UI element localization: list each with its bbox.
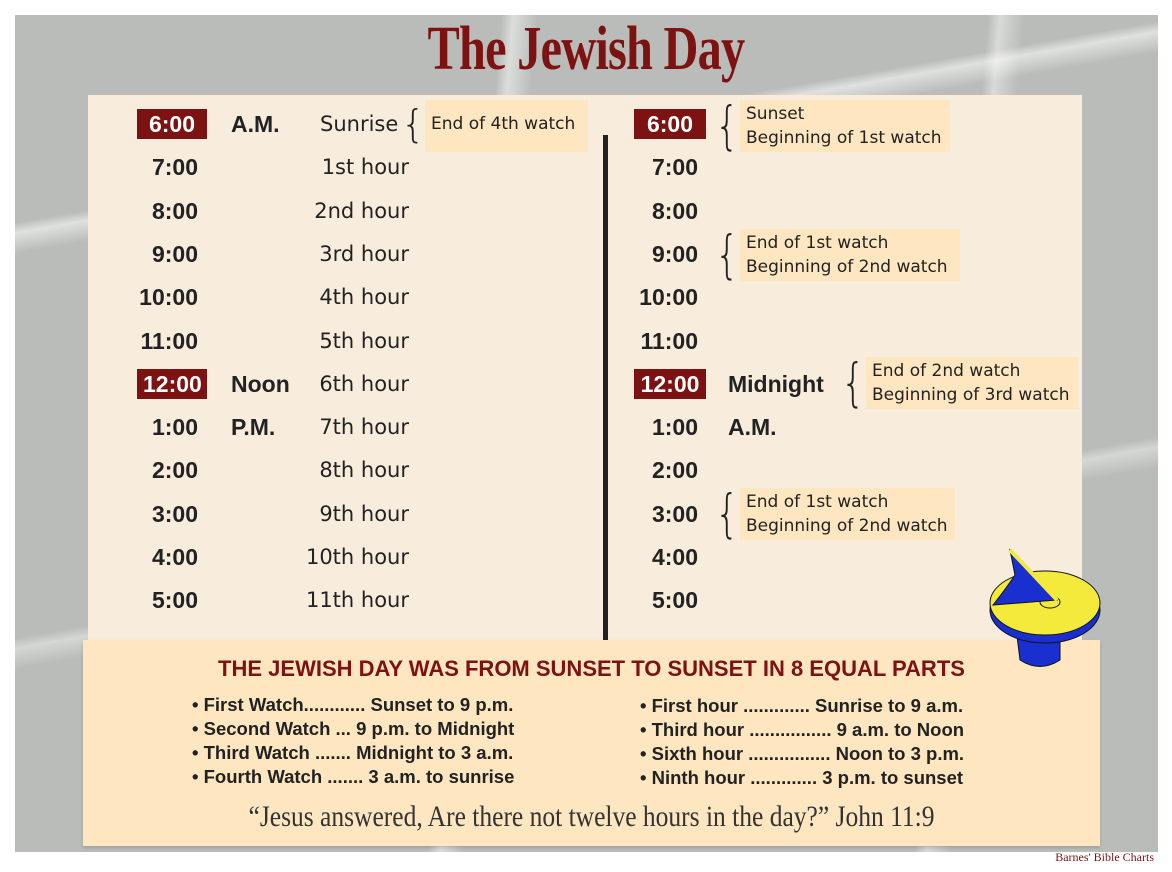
time-label: 3:00: [151, 500, 198, 527]
hour-label: Sunrise: [320, 112, 399, 136]
time-label: 12:00: [634, 369, 706, 399]
hour-label: 7th hour: [319, 415, 409, 440]
hour-item: • Ninth hour ............. 3 p.m. to sunset: [640, 767, 964, 788]
note-line: Beginning of 2nd watch: [746, 516, 948, 536]
brace-icon: {: [841, 353, 866, 413]
note-line: End of 1st watch: [746, 492, 889, 512]
time-label: 11:00: [140, 327, 198, 354]
time-label: 4:00: [151, 544, 198, 570]
time-label: 8:00: [651, 197, 698, 224]
hour-label: 3rd hour: [319, 241, 409, 266]
note-midnight: [866, 357, 1078, 409]
hour-label: 5th hour: [319, 328, 409, 353]
hour-item: • Third hour ................ 9 a.m. to Noon: [640, 719, 965, 740]
brace-icon: {: [715, 96, 740, 156]
note-line: Beginning of 3rd watch: [872, 385, 1070, 405]
period-label: A.M.: [231, 111, 280, 137]
time-label: 7:00: [651, 154, 698, 181]
time-label: 7:00: [151, 154, 198, 181]
note-line: Sunset: [746, 104, 805, 124]
time-label: 8:00: [151, 197, 198, 224]
note-sunrise: [425, 100, 588, 152]
time-label: 11:00: [640, 327, 698, 354]
note-line: End of 4th watch: [431, 114, 576, 134]
hour-label: 9th hour: [319, 501, 409, 526]
period-label: Noon: [231, 370, 290, 397]
time-label: 1:00: [151, 414, 198, 441]
time-label: 5:00: [151, 587, 198, 614]
time-label: 10:00: [639, 284, 698, 311]
hour-label: 1st hour: [321, 155, 409, 180]
time-label: 6:00: [137, 109, 207, 139]
watch-item: • Fourth Watch ....... 3 a.m. to sunrise: [192, 766, 515, 787]
note-line: End of 1st watch: [746, 233, 889, 253]
watches-list: [192, 693, 514, 789]
time-label: 1:00: [651, 414, 698, 441]
summary-heading: THE JEWISH DAY WAS FROM SUNSET TO SUNSET IN 8 EQUAL PARTS: [218, 656, 965, 681]
hour-label: 4th hour: [319, 285, 409, 310]
brace-icon: {: [715, 484, 740, 544]
time-label: 12:00: [137, 369, 207, 399]
time-label: 9:00: [651, 240, 698, 267]
watch-item: • First Watch............ Sunset to 9 p.m.: [192, 694, 514, 715]
note-line: Beginning of 2nd watch: [746, 257, 948, 277]
brace-icon: {: [401, 102, 426, 146]
hours-list: [640, 694, 964, 790]
note-nine-pm: [740, 229, 960, 281]
hour-label: 2nd hour: [314, 198, 409, 223]
page-title: The Jewish Day: [427, 15, 745, 83]
period-label: A.M.: [728, 414, 777, 441]
watch-item: • Second Watch ... 9 p.m. to Midnight: [192, 718, 515, 739]
time-label: 3:00: [651, 500, 698, 527]
time-label: 2:00: [651, 457, 698, 484]
period-label: Midnight: [728, 370, 824, 397]
time-label: 4:00: [651, 544, 698, 570]
note-line: Beginning of 1st watch: [746, 128, 942, 148]
time-label: 9:00: [151, 240, 198, 267]
watch-item: • Third Watch ....... Midnight to 3 a.m.: [192, 742, 514, 763]
hour-label: 10th hour: [305, 545, 409, 569]
note-three-am: [740, 488, 955, 540]
note-line: End of 2nd watch: [872, 361, 1021, 381]
hour-label: 11th hour: [305, 588, 409, 613]
scripture-quote: “Jesus answered, Are there not twelve hours in the day?” John 11:9: [248, 800, 935, 833]
hour-label: 6th hour: [319, 371, 409, 396]
credit: Barnes' Bible Charts: [1055, 850, 1154, 864]
period-label: P.M.: [231, 414, 276, 441]
time-label: 2:00: [151, 457, 198, 484]
time-label: 6:00: [634, 109, 706, 139]
brace-icon: {: [715, 225, 740, 285]
time-label: 5:00: [651, 587, 698, 614]
hour-item: • Sixth hour ................ Noon to 3 p.m.: [640, 743, 965, 764]
time-label: 10:00: [139, 284, 198, 311]
note-sunset: [740, 100, 950, 152]
hour-item: • First hour ............. Sunrise to 9 a.m.: [640, 695, 964, 716]
hour-label: 8th hour: [319, 458, 409, 483]
